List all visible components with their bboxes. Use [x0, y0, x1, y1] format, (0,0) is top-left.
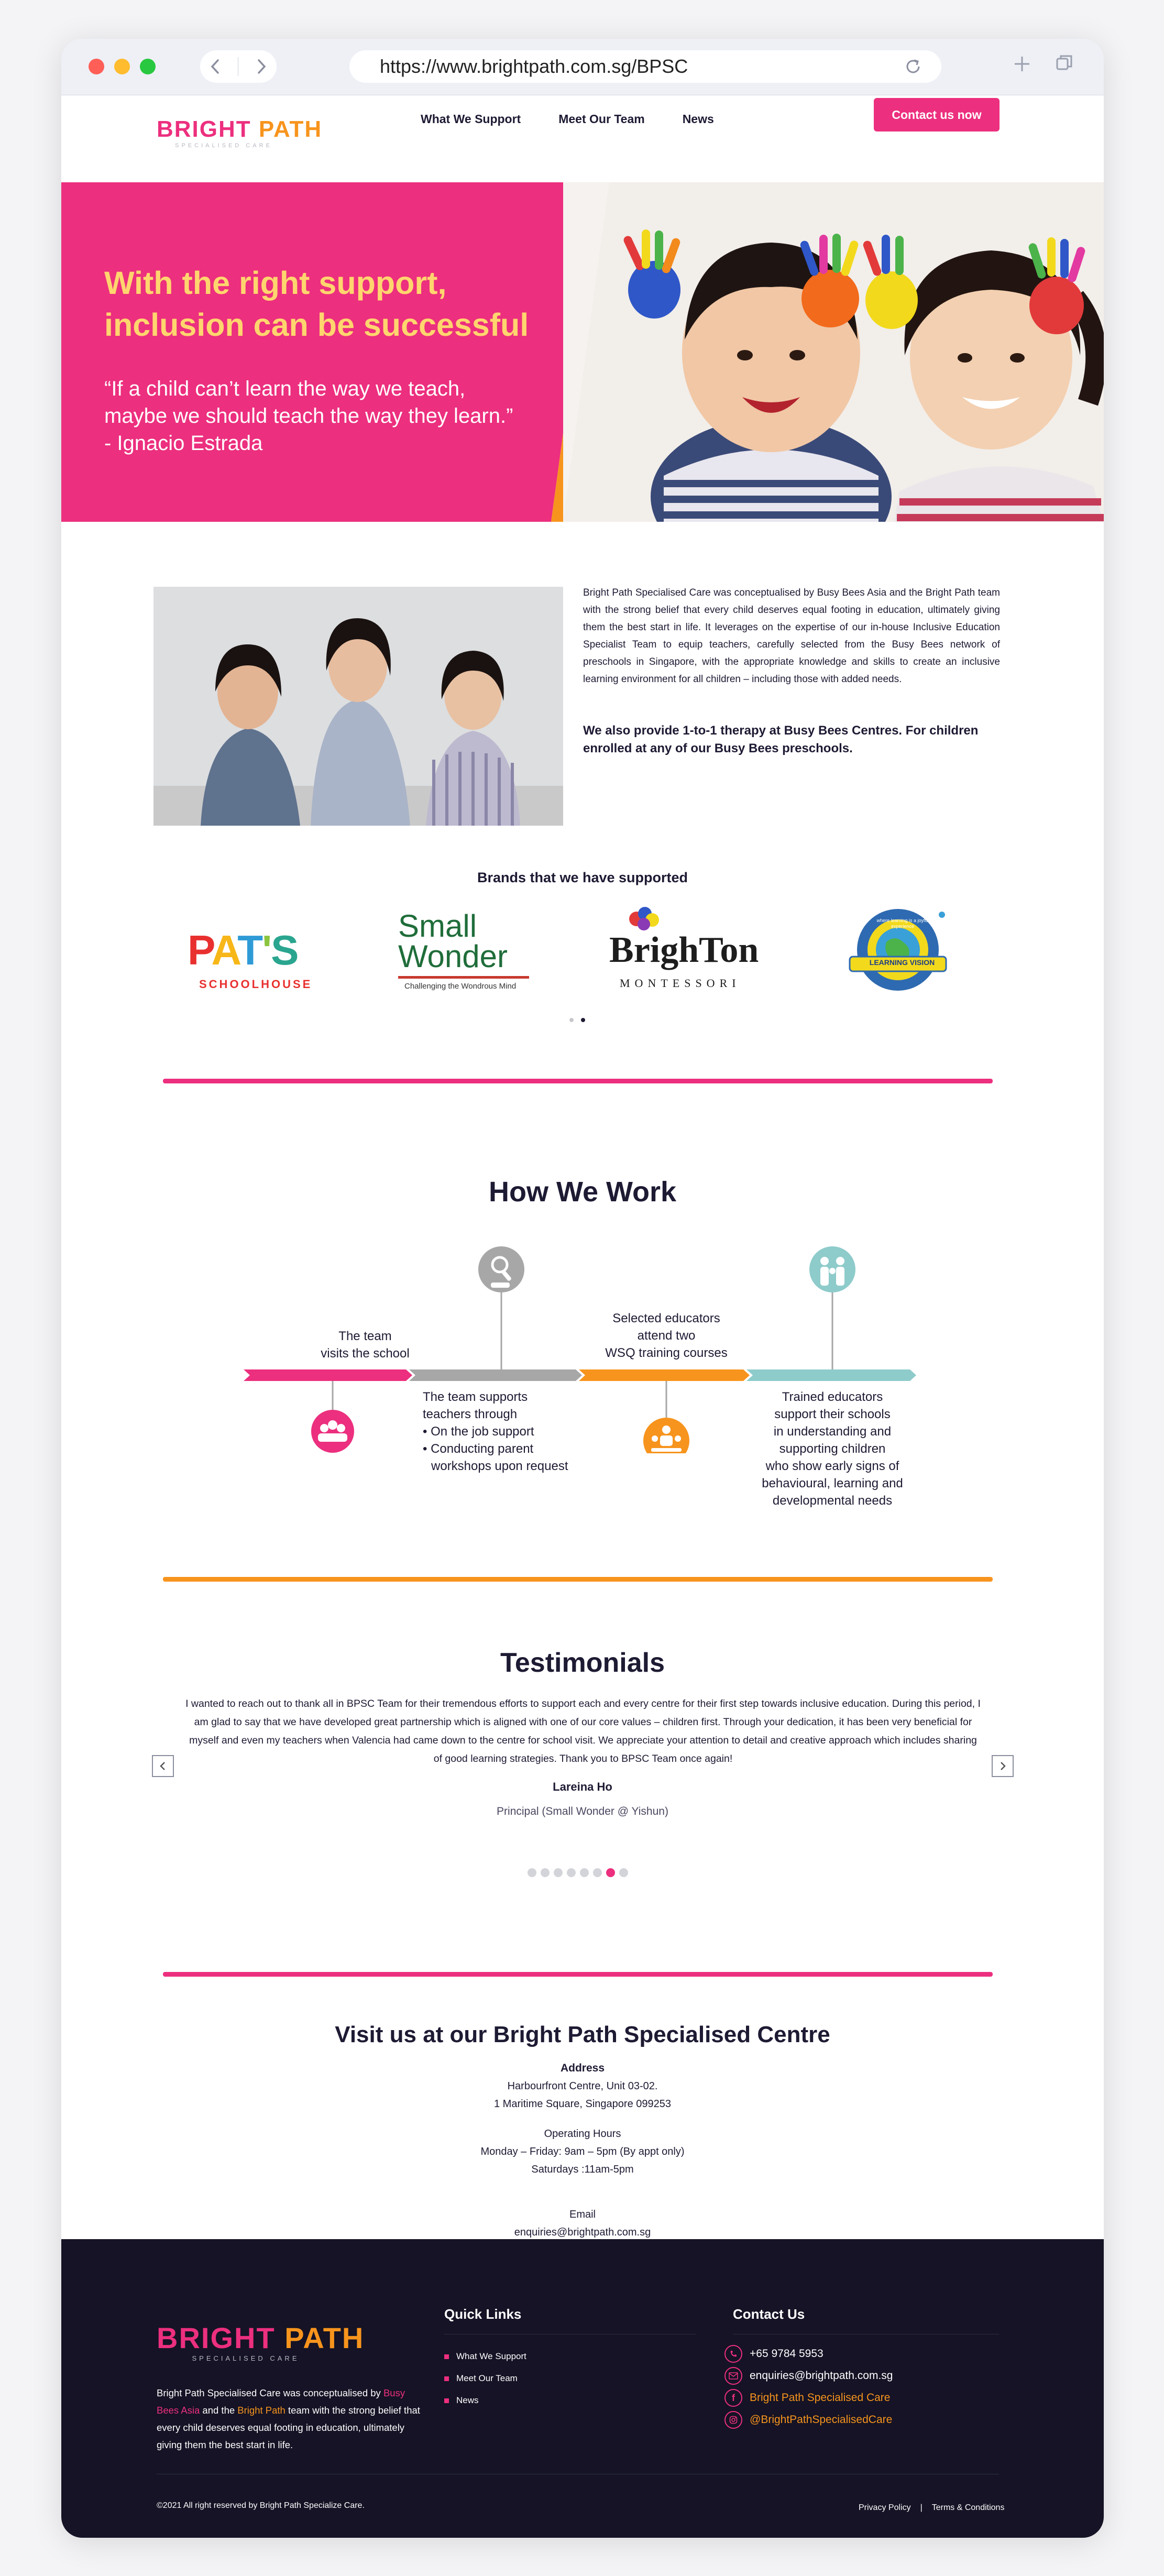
hero-banner — [61, 182, 1104, 522]
footer-phone-text: +65 9784 5953 — [750, 2348, 823, 2360]
footer-instagram[interactable] — [724, 2411, 892, 2429]
maximize-window-button[interactable] — [140, 59, 156, 74]
footer-link-what-we-support[interactable] — [444, 2351, 526, 2362]
step4-line-1: Trained educators — [782, 1390, 883, 1404]
hero-title-line-2: inclusion can be successful — [104, 307, 529, 343]
brand-small-wonder[interactable] — [385, 898, 568, 1003]
section-divider-pink — [163, 1079, 993, 1083]
footer-bright-path-link[interactable]: Bright Path — [237, 2405, 285, 2416]
legal-links — [859, 2503, 1004, 2513]
testimonial-pagination — [528, 1868, 628, 1877]
step4-line-4: supporting children — [779, 1442, 886, 1456]
testimonial-dot[interactable] — [541, 1868, 550, 1877]
brand-brighton-montessori[interactable] — [596, 898, 779, 1003]
pats-letter-t: T — [237, 927, 262, 973]
testimonials-title: Testimonials — [500, 1648, 665, 1678]
footer-busy-bees-link[interactable]: Busy Bees Asia — [157, 2387, 405, 2416]
brands-dot-1[interactable] — [569, 1018, 574, 1022]
about-description: Bright Path Specialised Care was conceptualised by Busy Bees Asia and the Bright Path team with the strong belief that every child deserves equal footing in education, ultimately giving them the best start in life. It leverages on the expertise of our in-house Inclusive Education Specialist Team to equip teachers, carefully selected from the Busy Bees network of preschools in Singapore, with the appropriate knowledge and skills to create an inclusive learning environment for all children – including those with added needs. — [583, 587, 1000, 685]
bullet-icon — [444, 2398, 449, 2403]
quote-author: - Ignacio Estrada — [104, 432, 263, 455]
step4-line-7: developmental needs — [772, 1494, 893, 1508]
about-therapy-note: We also provide 1-to-1 therapy at Busy Bees Centres. For children enrolled at any of our Busy Bees preschools. — [583, 724, 979, 755]
small-wonder-line-2: Wonder — [398, 939, 508, 974]
footer-desc-part-2: and the — [200, 2405, 238, 2416]
chevron-right-icon[interactable] — [254, 58, 269, 75]
brighton-splash-icon — [626, 905, 663, 933]
tabs-overview-icon[interactable] — [1054, 52, 1075, 73]
section-divider-pink-2 — [163, 1972, 993, 1977]
visit-email-link[interactable]: enquiries@brightpath.com.sg — [514, 2227, 651, 2238]
address-line-2: 1 Maritime Square, Singapore 099253 — [494, 2098, 671, 2110]
logo-bright-text: BRIGHT — [157, 116, 251, 142]
footer-link-label: News — [456, 2395, 479, 2405]
step2-line-3: • On the job support — [423, 1424, 534, 1439]
minimize-window-button[interactable] — [114, 59, 130, 74]
step1-line-1: The team — [338, 1329, 392, 1343]
nav-meet-our-team[interactable]: Meet Our Team — [558, 112, 645, 126]
team-photo — [153, 587, 563, 826]
hero-title — [104, 262, 576, 346]
address-bar[interactable] — [349, 50, 941, 83]
pats-letter-s: S — [271, 927, 298, 973]
footer-desc-part-3: team with the strong belief that every child deserves equal footing in education, ultimately giving them the best start in life. — [157, 2405, 420, 2450]
contact-us-title: Contact Us — [733, 2306, 805, 2322]
new-tab-icon[interactable] — [1011, 52, 1034, 75]
footer-link-label: What We Support — [456, 2351, 526, 2361]
reload-icon[interactable] — [903, 56, 924, 77]
main-navigation — [421, 112, 714, 126]
testimonial-prev-button[interactable] — [152, 1755, 174, 1777]
footer-link-label: Meet Our Team — [456, 2373, 518, 2383]
footer-logo-bright: BRIGHT — [157, 2321, 276, 2354]
chevron-left-icon[interactable] — [208, 58, 223, 75]
hero-title-line-1: With the right support, — [104, 265, 447, 301]
brands-dot-2[interactable] — [581, 1018, 585, 1022]
brighton-name: BrighTon — [609, 930, 759, 970]
step3-line-2: attend two — [637, 1329, 696, 1343]
footer-instagram-text: @BrightPathSpecialisedCare — [750, 2414, 893, 2426]
visit-title: Visit us at our Bright Path Specialised Centre — [335, 2022, 830, 2047]
brands-title: Brands that we have supported — [477, 870, 688, 885]
pats-letter-apostrophe: ' — [262, 927, 271, 973]
history-nav — [200, 50, 277, 83]
instagram-icon — [724, 2411, 742, 2429]
quick-links-title: Quick Links — [444, 2306, 522, 2322]
testimonial-dot[interactable] — [554, 1868, 563, 1877]
footer-description — [157, 2384, 424, 2453]
step3-line-3: WSQ training courses — [605, 1346, 728, 1360]
quote-line-2: maybe we should teach the way they learn.” — [104, 404, 513, 427]
header-logo[interactable] — [157, 116, 322, 142]
step2-line-5: workshops upon request — [431, 1459, 568, 1473]
brand-learning-vision[interactable] — [808, 898, 991, 1003]
nav-news[interactable]: News — [682, 112, 714, 126]
small-wonder-line-1: Small — [398, 908, 477, 944]
browser-window — [61, 39, 1104, 2538]
step2-line-4: • Conducting parent — [423, 1442, 534, 1456]
mail-icon — [724, 2367, 742, 2385]
pats-letter-a: A — [211, 927, 238, 973]
bullet-icon — [444, 2354, 449, 2359]
brands-carousel-dots — [569, 1018, 585, 1022]
chevron-right-icon — [998, 1761, 1007, 1771]
section-divider-orange — [163, 1577, 993, 1582]
step3-text — [585, 1310, 748, 1362]
step4-line-2: support their schools — [774, 1407, 891, 1421]
hours-weekdays: Monday – Friday: 9am – 5pm (By appt only) — [480, 2146, 685, 2157]
testimonial-author: Lareina Ho — [553, 1780, 612, 1793]
quote-line-1: “If a child can’t learn the way we teach, — [104, 377, 466, 400]
footer-link-news[interactable] — [444, 2395, 479, 2406]
logo-subtitle: SPECIALISED CARE — [175, 142, 272, 149]
footer-desc-part-1: Bright Path Specialised Care was conceptualised by — [157, 2387, 383, 2398]
testimonial-role: Principal (Small Wonder @ Yishun) — [497, 1805, 668, 1817]
pats-letter-p: P — [188, 927, 212, 973]
hero-background — [61, 182, 1104, 522]
learning-vision-name: LEARNING VISION — [869, 958, 935, 967]
address-label: Address — [560, 2062, 605, 2074]
address-line-1: Harbourfront Centre, Unit 03-02. — [507, 2080, 658, 2092]
logo-path-text: PATH — [258, 116, 323, 142]
testimonial-next-button[interactable] — [992, 1755, 1014, 1777]
facebook-icon: f — [724, 2389, 742, 2407]
step2-line-2: teachers through — [423, 1407, 518, 1421]
phone-icon — [724, 2345, 742, 2363]
legal-separator: | — [920, 2503, 923, 2512]
contact-us-button[interactable]: Contact us now — [874, 98, 1000, 131]
testimonial-dot[interactable] — [528, 1868, 536, 1877]
step3-line-1: Selected educators — [612, 1311, 720, 1325]
testimonial-dot[interactable] — [567, 1868, 576, 1877]
pats-subtitle: SCHOOLHOUSE — [199, 978, 313, 991]
footer-phone[interactable] — [724, 2345, 823, 2363]
testimonial-dot[interactable] — [619, 1868, 628, 1877]
footer-logo-path: PATH — [284, 2321, 365, 2354]
privacy-policy-link[interactable]: Privacy Policy — [859, 2503, 911, 2512]
how-we-work-title: How We Work — [488, 1176, 677, 1208]
step4-line-6: behavioural, learning and — [762, 1476, 903, 1490]
copyright-text: ©2021 All right reserved by Bright Path Specialize Care. — [157, 2501, 365, 2510]
hero-quote — [104, 375, 576, 457]
testimonial-dot[interactable] — [593, 1868, 602, 1877]
brighton-subtitle: MONTESSORI — [620, 977, 741, 990]
browser-toolbar — [61, 39, 1104, 95]
footer-email-text: enquiries@brightpath.com.sg — [750, 2370, 893, 2382]
hours-label: Operating Hours — [544, 2128, 621, 2140]
footer-logo-subtitle: SPECIALISED CARE — [192, 2354, 300, 2362]
step4-line-3: in understanding and — [773, 1424, 892, 1439]
step2-text — [423, 1388, 590, 1475]
step4-line-5: who show early signs of — [765, 1459, 899, 1473]
close-window-button[interactable] — [89, 59, 104, 74]
chevron-left-icon — [158, 1761, 168, 1771]
small-wonder-tagline: Challenging the Wondrous Mind — [404, 982, 517, 991]
footer-email[interactable] — [724, 2367, 893, 2385]
email-label: Email — [569, 2209, 596, 2220]
step2-line-1: The team supports — [423, 1390, 528, 1404]
footer-facebook[interactable] — [724, 2389, 890, 2407]
testimonial-dot[interactable] — [580, 1868, 589, 1877]
footer-link-meet-our-team[interactable] — [444, 2373, 518, 2384]
testimonial-dot[interactable] — [606, 1868, 615, 1877]
footer-facebook-text: Bright Path Specialised Care — [750, 2392, 891, 2404]
nav-what-we-support[interactable]: What We Support — [421, 112, 521, 126]
hours-saturdays: Saturdays :11am-5pm — [531, 2164, 634, 2175]
step4-text — [742, 1388, 923, 1509]
learning-vision-arc-text: where learning is a joyful experience — [876, 918, 929, 929]
footer-logo[interactable] — [157, 2321, 364, 2355]
brand-pats-schoolhouse[interactable] — [172, 898, 355, 1003]
step1-text — [302, 1328, 428, 1362]
bullet-icon — [444, 2376, 449, 2381]
terms-link[interactable]: Terms & Conditions — [931, 2503, 1005, 2512]
step1-line-2: visits the school — [321, 1346, 410, 1361]
team-photo-illustration — [153, 587, 563, 826]
small-wonder-underline — [398, 976, 529, 979]
testimonial-text: I wanted to reach out to thank all in BPSC Team for their tremendous efforts to support each and every centre for their first step towards inclusive education. During this period, I am glad to say that we have developed great partnership which is aligned with one of our core values – children first. Through your dedication, it has been very beneficial for myself and even my teachers when Valencia had came down to the centre for school visit. We appreciate your attention to detail and creative approach which includes sharing of good learning strategies. Thank you to BPSC Team once again! — [185, 1698, 981, 1764]
url-text: https://www.brightpath.com.sg/BPSC — [380, 56, 688, 77]
